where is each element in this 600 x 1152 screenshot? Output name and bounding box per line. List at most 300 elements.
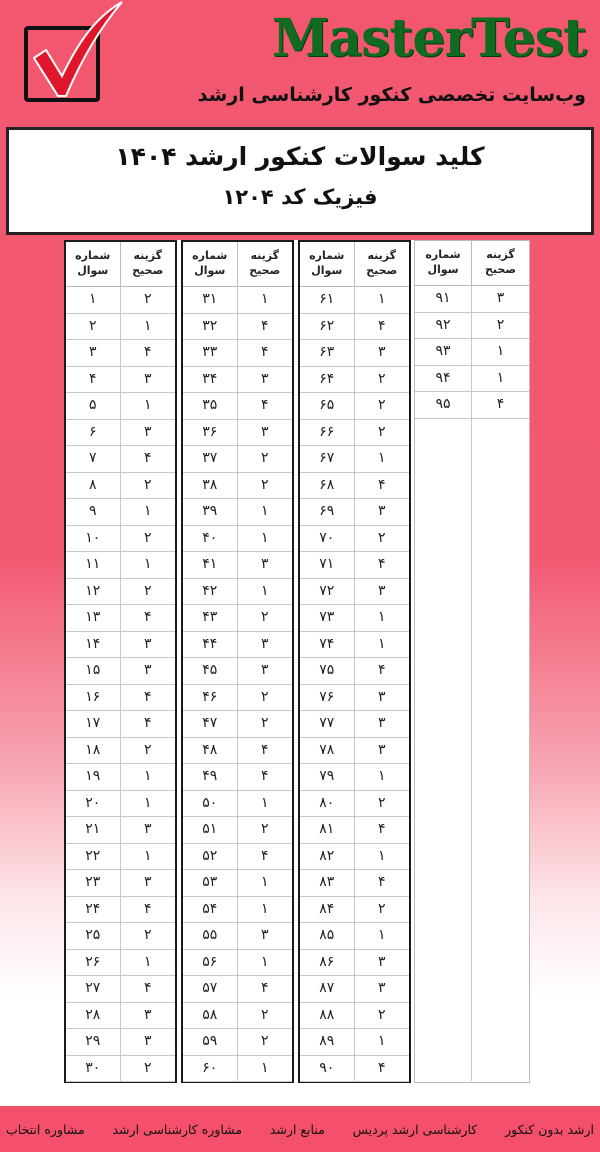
correct-option — [472, 790, 529, 817]
question-number — [415, 578, 472, 605]
table-row — [415, 631, 529, 658]
question-number — [415, 1028, 472, 1055]
correct-option: ۳ — [143, 821, 152, 837]
table-row — [183, 1003, 292, 1030]
question-number: ۶۲ — [300, 314, 355, 340]
correct-option — [472, 419, 529, 446]
correct-option: ۱ — [260, 794, 269, 811]
correct-option: ۱ — [377, 927, 386, 943]
correct-option — [472, 737, 529, 764]
correct-option — [472, 710, 529, 737]
table-row — [415, 684, 529, 711]
question-number: ۳۷ — [183, 446, 238, 472]
table-row — [183, 473, 292, 500]
table-row — [300, 844, 409, 871]
table-row — [183, 367, 292, 394]
header-correct-option: گزینه صحیح — [249, 249, 281, 277]
table-row — [66, 764, 175, 791]
correct-option: ۴ — [377, 874, 386, 890]
question-number — [415, 1002, 472, 1029]
table-header — [183, 242, 292, 287]
correct-option: ۳ — [143, 1033, 152, 1049]
question-number: ۶ — [66, 420, 121, 446]
question-number: ۴۰ — [183, 526, 238, 552]
question-number: ۲۳ — [66, 870, 121, 896]
question-number: ۶۹ — [300, 499, 355, 525]
correct-option: ۲ — [143, 529, 152, 546]
correct-option: ۲ — [377, 397, 386, 413]
table-row — [66, 870, 175, 897]
footer-link[interactable]: منابع ارشد — [269, 1121, 325, 1137]
correct-option — [472, 1002, 529, 1029]
question-number — [415, 498, 472, 525]
correct-option: ۴ — [260, 768, 269, 784]
correct-option: ۴ — [260, 397, 269, 413]
question-number: ۹۱ — [415, 286, 472, 312]
table-row — [183, 632, 292, 659]
correct-option: ۱ — [260, 953, 269, 970]
question-number: ۳ — [66, 340, 121, 366]
question-number — [415, 975, 472, 1002]
correct-option — [472, 578, 529, 605]
correct-option: ۱ — [143, 397, 152, 413]
question-number: ۳۹ — [183, 499, 238, 525]
table-row — [183, 446, 292, 473]
question-number: ۱۷ — [66, 711, 121, 737]
question-number: ۲۷ — [66, 976, 121, 1002]
correct-option: ۱ — [377, 768, 386, 784]
header — [0, 0, 600, 120]
table-row — [183, 393, 292, 420]
table-row — [183, 420, 292, 447]
table-row — [66, 897, 175, 924]
correct-option: ۱ — [377, 609, 386, 625]
question-number: ۶۸ — [300, 473, 355, 499]
table-row — [415, 445, 529, 472]
question-number: ۴ — [66, 367, 121, 393]
correct-option: ۱ — [496, 369, 505, 386]
correct-option — [472, 843, 529, 870]
table-row — [66, 658, 175, 685]
table-row — [66, 738, 175, 765]
table-row — [300, 897, 409, 924]
correct-option — [472, 949, 529, 976]
table-row — [415, 1028, 529, 1055]
correct-option: ۴ — [496, 396, 505, 412]
table-row — [300, 314, 409, 341]
question-number: ۵۳ — [183, 870, 238, 896]
table-row — [415, 1002, 529, 1029]
table-row — [300, 791, 409, 818]
correct-option — [472, 1028, 529, 1055]
question-number: ۱۶ — [66, 685, 121, 711]
table-row — [300, 393, 409, 420]
question-number: ۲۵ — [66, 923, 121, 949]
table-row — [415, 604, 529, 631]
question-number — [415, 869, 472, 896]
correct-option: ۴ — [143, 900, 152, 917]
table-row — [415, 843, 529, 870]
question-number: ۱۴ — [66, 632, 121, 658]
table-row — [183, 738, 292, 765]
table-row — [415, 869, 529, 896]
correct-option: ۱ — [377, 450, 386, 466]
question-number: ۴۵ — [183, 658, 238, 684]
correct-option: ۱ — [143, 953, 152, 970]
question-number: ۱۹ — [66, 764, 121, 790]
table-row — [300, 473, 409, 500]
table-row — [300, 340, 409, 367]
question-number: ۸۵ — [300, 923, 355, 949]
question-number: ۱۳ — [66, 605, 121, 631]
question-number: ۷۷ — [300, 711, 355, 737]
correct-option: ۲ — [260, 609, 269, 625]
table-row — [66, 499, 175, 526]
table-row — [66, 552, 175, 579]
footer-link[interactable]: کارشناسی ارشد پردیس — [352, 1121, 478, 1137]
question-number: ۲۴ — [66, 897, 121, 923]
question-number — [415, 604, 472, 631]
table-row — [66, 473, 175, 500]
question-number: ۷۱ — [300, 552, 355, 578]
correct-option: ۲ — [143, 582, 152, 599]
table-row — [66, 579, 175, 606]
correct-option: ۴ — [143, 450, 152, 466]
correct-option — [472, 551, 529, 578]
correct-option: ۲ — [260, 1033, 269, 1049]
table-row — [415, 339, 529, 366]
correct-option: ۱ — [143, 794, 152, 811]
correct-option: ۴ — [143, 344, 152, 360]
table-row — [183, 1056, 292, 1083]
correct-option: ۴ — [377, 1059, 386, 1076]
table-row — [415, 392, 529, 419]
correct-option: ۳ — [377, 503, 386, 519]
question-number: ۳۴ — [183, 367, 238, 393]
table-row — [415, 551, 529, 578]
question-number — [415, 419, 472, 446]
correct-option: ۳ — [260, 370, 269, 387]
correct-option: ۳ — [143, 874, 152, 890]
table-row — [415, 816, 529, 843]
correct-option: ۴ — [143, 609, 152, 625]
question-number: ۸۰ — [300, 791, 355, 817]
correct-option: ۲ — [377, 1006, 386, 1023]
table-row — [300, 658, 409, 685]
question-number — [415, 816, 472, 843]
question-number — [415, 684, 472, 711]
correct-option: ۱ — [496, 343, 505, 359]
question-number — [415, 896, 472, 923]
correct-option: ۲ — [377, 794, 386, 811]
table-row — [183, 1029, 292, 1056]
question-number: ۷۲ — [300, 579, 355, 605]
table-row — [300, 367, 409, 394]
question-number — [415, 737, 472, 764]
header-correct-option: گزینه صحیح — [485, 248, 516, 276]
correct-option: ۲ — [260, 450, 269, 466]
table-row — [415, 525, 529, 552]
header-question-number: شماره سوال — [300, 242, 355, 286]
table-row — [300, 738, 409, 765]
tagline: وب‌سایت تخصصی کنکور کارشناسی ارشد — [197, 84, 586, 106]
table-row — [183, 605, 292, 632]
question-number: ۹۰ — [300, 1056, 355, 1082]
question-number: ۵۵ — [183, 923, 238, 949]
correct-option: ۴ — [260, 741, 269, 758]
correct-option: ۱ — [143, 768, 152, 784]
table-row — [183, 870, 292, 897]
table-row — [415, 578, 529, 605]
question-number — [415, 551, 472, 578]
question-number: ۱۲ — [66, 579, 121, 605]
correct-option: ۱ — [143, 317, 152, 334]
correct-option: ۴ — [377, 662, 386, 678]
table-row — [300, 817, 409, 844]
checkmark-logo-icon — [22, 0, 132, 110]
correct-option — [472, 763, 529, 790]
correct-option: ۴ — [260, 317, 269, 334]
question-number: ۴۷ — [183, 711, 238, 737]
table-row — [66, 923, 175, 950]
header-correct-option: گزینه صحیح — [132, 249, 164, 277]
table-row — [300, 711, 409, 738]
question-number: ۲۰ — [66, 791, 121, 817]
question-number: ۲۹ — [66, 1029, 121, 1055]
correct-option — [472, 684, 529, 711]
correct-option: ۳ — [377, 953, 386, 970]
table-row — [415, 1055, 529, 1082]
table-row — [183, 685, 292, 712]
table-row — [66, 844, 175, 871]
footer-link[interactable]: مشاوره انتخاب — [6, 1121, 85, 1137]
correct-option: ۴ — [260, 980, 269, 996]
correct-option: ۳ — [260, 556, 269, 572]
correct-option: ۱ — [143, 847, 152, 864]
table-row — [300, 923, 409, 950]
question-number: ۶۴ — [300, 367, 355, 393]
header-question-number: شماره سوال — [183, 242, 238, 286]
answer-block — [64, 240, 177, 1083]
correct-option: ۴ — [377, 821, 386, 837]
correct-option: ۳ — [260, 927, 269, 943]
correct-option: ۲ — [260, 688, 269, 705]
correct-option: ۱ — [143, 556, 152, 572]
correct-option: ۱ — [377, 1033, 386, 1049]
question-number — [415, 445, 472, 472]
question-number: ۶۱ — [300, 287, 355, 313]
table-row — [183, 950, 292, 977]
question-number: ۴۸ — [183, 738, 238, 764]
table-row — [183, 658, 292, 685]
table-row — [300, 526, 409, 553]
question-number — [415, 472, 472, 499]
correct-option: ۱ — [377, 847, 386, 864]
question-number: ۲ — [66, 314, 121, 340]
question-number: ۵۴ — [183, 897, 238, 923]
table-row — [66, 791, 175, 818]
table-header — [415, 241, 529, 286]
correct-option: ۲ — [377, 370, 386, 387]
correct-option: ۱ — [260, 291, 269, 307]
table-row — [300, 950, 409, 977]
correct-option: ۳ — [143, 1006, 152, 1023]
correct-option — [472, 472, 529, 499]
question-number: ۴۳ — [183, 605, 238, 631]
table-row — [66, 817, 175, 844]
table-row — [183, 897, 292, 924]
question-number: ۴۱ — [183, 552, 238, 578]
header-question-number: شماره سوال — [415, 241, 472, 285]
table-row — [415, 790, 529, 817]
question-number: ۱ — [66, 287, 121, 313]
table-row — [300, 579, 409, 606]
table-row — [415, 949, 529, 976]
correct-option: ۱ — [260, 900, 269, 917]
correct-option: ۲ — [143, 1059, 152, 1076]
question-number: ۸۷ — [300, 976, 355, 1002]
table-row — [415, 366, 529, 393]
footer-link[interactable]: مشاوره کارشناسی ارشد — [112, 1121, 243, 1137]
table-row — [300, 764, 409, 791]
table-row — [300, 605, 409, 632]
question-number: ۳۵ — [183, 393, 238, 419]
question-number: ۱۱ — [66, 552, 121, 578]
question-number: ۷۵ — [300, 658, 355, 684]
table-row — [300, 446, 409, 473]
correct-option: ۴ — [260, 344, 269, 360]
question-number: ۸۱ — [300, 817, 355, 843]
correct-option: ۳ — [143, 662, 152, 678]
table-row — [183, 923, 292, 950]
table-row — [183, 579, 292, 606]
header-question-number: شماره سوال — [66, 242, 121, 286]
question-number: ۷۸ — [300, 738, 355, 764]
correct-option: ۱ — [260, 1059, 269, 1076]
question-number: ۶۷ — [300, 446, 355, 472]
question-number: ۸۳ — [300, 870, 355, 896]
table-row — [415, 896, 529, 923]
table-row — [300, 1056, 409, 1083]
table-row — [183, 791, 292, 818]
question-number: ۸۲ — [300, 844, 355, 870]
table-row — [66, 287, 175, 314]
question-number — [415, 525, 472, 552]
table-row — [300, 552, 409, 579]
table-row — [183, 976, 292, 1003]
question-number: ۹۵ — [415, 392, 472, 418]
table-row — [300, 1029, 409, 1056]
question-number: ۶۵ — [300, 393, 355, 419]
table-row — [66, 367, 175, 394]
question-number: ۲۲ — [66, 844, 121, 870]
question-number: ۵۰ — [183, 791, 238, 817]
correct-option: ۳ — [377, 344, 386, 360]
correct-option: ۳ — [260, 423, 269, 440]
question-number: ۴۶ — [183, 685, 238, 711]
question-number: ۴۹ — [183, 764, 238, 790]
question-number: ۵۸ — [183, 1003, 238, 1029]
table-row — [66, 1029, 175, 1056]
table-row — [300, 976, 409, 1003]
footer-link[interactable]: ارشد بدون کنکور — [505, 1121, 594, 1137]
correct-option: ۲ — [377, 529, 386, 546]
table-row — [300, 420, 409, 447]
table-row — [183, 314, 292, 341]
question-number: ۴۴ — [183, 632, 238, 658]
correct-option — [472, 604, 529, 631]
title-box — [6, 127, 594, 235]
table-row — [300, 1003, 409, 1030]
question-number: ۲۸ — [66, 1003, 121, 1029]
question-number: ۴۲ — [183, 579, 238, 605]
table-row — [66, 950, 175, 977]
correct-option: ۳ — [143, 423, 152, 440]
table-row — [415, 472, 529, 499]
table-header — [66, 242, 175, 287]
table-row — [415, 710, 529, 737]
correct-option: ۳ — [496, 290, 505, 306]
question-number: ۵۱ — [183, 817, 238, 843]
header-correct-option: گزینه صحیح — [366, 249, 398, 277]
question-number: ۶۰ — [183, 1056, 238, 1082]
question-number — [415, 922, 472, 949]
correct-option: ۴ — [143, 715, 152, 731]
table-row — [183, 340, 292, 367]
correct-option: ۲ — [377, 900, 386, 917]
table-row — [183, 499, 292, 526]
correct-option: ۳ — [377, 582, 386, 599]
question-number: ۷۴ — [300, 632, 355, 658]
answer-block — [181, 240, 294, 1083]
brand-name[interactable]: MasterTest — [271, 8, 586, 69]
question-number — [415, 843, 472, 870]
correct-option: ۳ — [377, 741, 386, 758]
answer-block — [414, 240, 530, 1083]
correct-option: ۲ — [143, 476, 152, 493]
question-number: ۵۲ — [183, 844, 238, 870]
question-number — [415, 790, 472, 817]
correct-option — [472, 525, 529, 552]
correct-option: ۴ — [377, 476, 386, 493]
question-number: ۹ — [66, 499, 121, 525]
question-number — [415, 657, 472, 684]
table-row — [66, 420, 175, 447]
correct-option — [472, 498, 529, 525]
correct-option: ۳ — [260, 635, 269, 652]
answer-block — [298, 240, 411, 1083]
table-row — [300, 685, 409, 712]
correct-option: ۴ — [377, 317, 386, 334]
correct-option: ۱ — [377, 635, 386, 652]
correct-option: ۳ — [143, 370, 152, 387]
question-number: ۵۹ — [183, 1029, 238, 1055]
question-number: ۸۶ — [300, 950, 355, 976]
question-number: ۸۹ — [300, 1029, 355, 1055]
question-number: ۳۳ — [183, 340, 238, 366]
table-row — [66, 1003, 175, 1030]
correct-option: ۳ — [377, 715, 386, 731]
question-number — [415, 710, 472, 737]
correct-option: ۱ — [143, 503, 152, 519]
question-number: ۳۲ — [183, 314, 238, 340]
correct-option: ۲ — [260, 476, 269, 493]
table-row — [66, 711, 175, 738]
table-row — [415, 286, 529, 313]
correct-option: ۱ — [260, 529, 269, 546]
correct-option: ۲ — [496, 316, 505, 333]
question-number: ۳۶ — [183, 420, 238, 446]
